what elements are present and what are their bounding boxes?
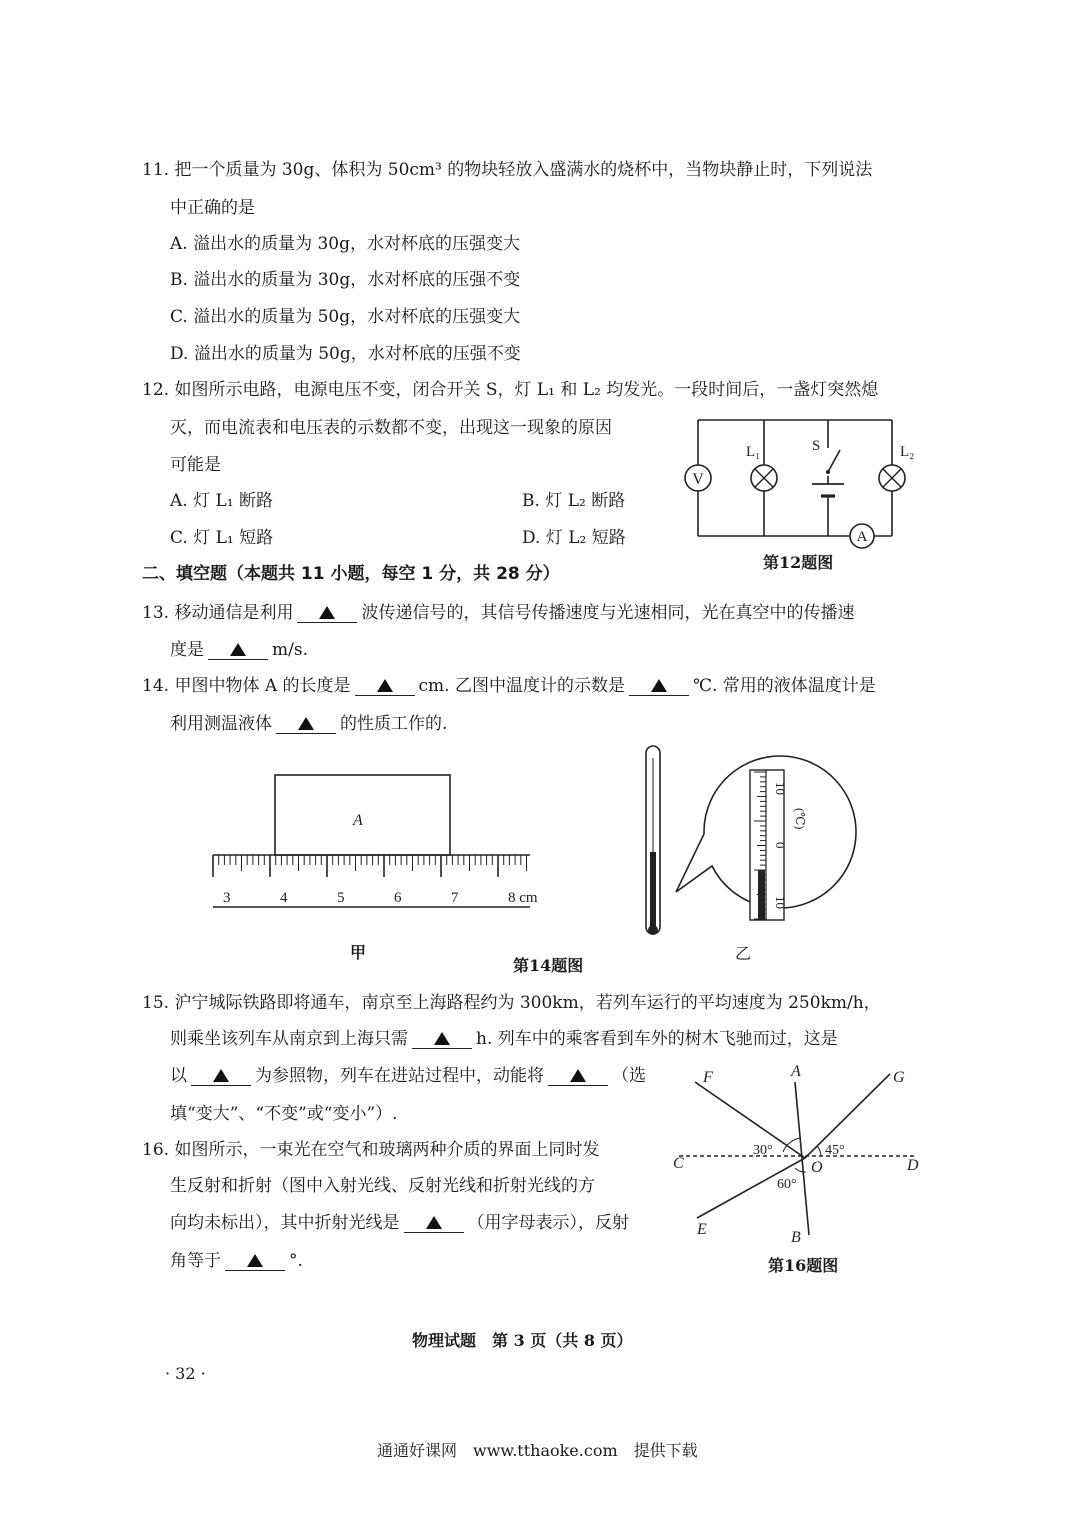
q16-text-5: 角等于 (170, 1251, 221, 1271)
lamp-l1-icon (751, 465, 777, 491)
optics-diagram (665, 1060, 930, 1250)
q13-blank-1[interactable] (297, 604, 357, 623)
angle-label-45: 45° (825, 1143, 845, 1158)
q15-line2 (170, 1027, 838, 1051)
q16-line2: 生反射和折射（图中入射光线、反射光线和折射光线的方 (170, 1176, 595, 1196)
q16-blank-1[interactable] (404, 1214, 464, 1233)
lamp-l2-icon (879, 465, 905, 491)
label-g: G (893, 1069, 905, 1086)
q14-line1 (142, 674, 876, 698)
voltmeter-label: V (692, 471, 704, 488)
q14-text-1: 14. 甲图中物体 A 的长度是 (142, 676, 351, 696)
q11-stem-line2: 中正确的是 (170, 198, 255, 218)
q12-option-a: A. 灯 L₁ 断路 (170, 491, 273, 511)
q13-text-3: 度是 (170, 640, 204, 660)
q13-text-4: m/s. (272, 640, 308, 660)
q14-blank-1[interactable] (355, 677, 415, 696)
label-c: C (673, 1155, 684, 1172)
triangle-icon (434, 1032, 450, 1045)
angle-arc-60 (795, 1168, 806, 1172)
q16-text-6: °. (289, 1251, 303, 1271)
q15-text-2: 则乘坐该列车从南京到上海只需 (170, 1029, 408, 1049)
switch-icon (820, 448, 840, 476)
thermometer-diagram (630, 742, 860, 942)
page-footer-title: 物理试题 第 3 页（共 8 页） (412, 1331, 633, 1350)
ruler-label-4: 4 (280, 890, 288, 906)
source-watermark: 通通好课网 www.tthaoke.com 提供下载 (377, 1441, 698, 1460)
q16-line1: 16. 如图所示，一束光在空气和玻璃两种介质的界面上同时发 (142, 1140, 600, 1160)
switch-label: S (812, 438, 821, 454)
ruler-label-5: 5 (337, 890, 345, 906)
fig14-caption: 第14题图 (513, 956, 584, 975)
ruler-label-6: 6 (394, 890, 402, 906)
q12-stem-line1: 12. 如图所示电路，电源电压不变，闭合开关 S，灯 L₁ 和 L₂ 均发光。一段时间后，一盏灯突然熄 (142, 380, 879, 400)
q11-option-c: C. 溢出水的质量为 50g，水对杯底的压强变大 (170, 307, 521, 327)
angle-label-30: 30° (753, 1143, 773, 1158)
lamp-l1-label: L₁ (746, 444, 761, 460)
triangle-icon (298, 717, 314, 730)
ammeter-icon (850, 524, 874, 548)
q13-line1 (142, 601, 854, 625)
q12-option-c: C. 灯 L₁ 短路 (170, 528, 274, 548)
q13-line2 (170, 638, 308, 662)
voltmeter-icon (685, 465, 711, 491)
battery-icon (812, 484, 844, 496)
q15-line1: 15. 沪宁城际铁路即将通车，南京至上海路程约为 300km，若列车运行的平均速度为 250km/h， (142, 993, 881, 1013)
q16-line3 (170, 1211, 629, 1235)
q12-stem-line3: 可能是 (170, 455, 221, 475)
triangle-icon (247, 1254, 263, 1267)
lamp-l2-label: L₂ (900, 444, 915, 460)
q15-line4: 填“变大”、“不变”或“变小”）. (170, 1104, 398, 1124)
q12-option-b: B. 灯 L₂ 断路 (522, 491, 626, 511)
q14-line2 (170, 712, 447, 736)
q15-text-3: h. 列车中的乘客看到车外的树木飞驰而过，这是 (476, 1029, 838, 1049)
q15-line3 (170, 1064, 646, 1088)
ruler-label-3: 3 (223, 890, 231, 906)
q11-option-d: D. 溢出水的质量为 50g，水对杯底的压强不变 (170, 344, 521, 364)
label-b: B (791, 1229, 801, 1246)
label-e: E (697, 1221, 707, 1238)
q14-text-4: 利用测温液体 (170, 714, 272, 734)
q11-option-a: A. 溢出水的质量为 30g，水对杯底的压强变大 (170, 234, 521, 254)
triangle-icon (213, 1069, 229, 1082)
thermo-unit: (℃) (793, 808, 807, 830)
triangle-icon (570, 1069, 586, 1082)
triangle-icon (426, 1216, 442, 1229)
ruler-label-7: 7 (451, 890, 459, 906)
fig16-caption: 第16题图 (768, 1256, 839, 1275)
label-d: D (907, 1157, 919, 1174)
page-number: · 32 · (165, 1364, 206, 1383)
label-f: F (703, 1069, 713, 1086)
q13-blank-2[interactable] (208, 641, 268, 660)
q15-text-5: 为参照物，列车在进站过程中，动能将 (255, 1066, 544, 1086)
q12-stem-line2: 灭，而电流表和电压表的示数都不变，出现这一现象的原因 (170, 418, 612, 438)
normal-line-ab (795, 1082, 809, 1235)
section-2-heading: 二、填空题（本题共 11 小题，每空 1 分，共 28 分） (142, 564, 560, 584)
q11-stem-line1: 11. 把一个质量为 30g、体积为 50cm³ 的物块轻放入盛满水的烧杯中，当物块静止时，下列说法 (142, 160, 873, 180)
triangle-icon (319, 606, 335, 619)
angle-label-60: 60° (777, 1177, 797, 1192)
q14-blank-2[interactable] (629, 677, 689, 696)
q12-option-d: D. 灯 L₂ 短路 (522, 528, 626, 548)
circuit-diagram (680, 410, 920, 570)
q16-text-3: 向均未标出），其中折射光线是 (170, 1213, 400, 1233)
q11-option-b: B. 溢出水的质量为 30g，水对杯底的压强不变 (170, 270, 521, 290)
q13-text-2: 波传递信号的，其信号传播速度与光速相同，光在真空中的传播速 (361, 603, 855, 623)
ruler-label-8: 8 cm (508, 890, 538, 906)
label-o: O (811, 1159, 823, 1176)
ammeter-label: A (856, 529, 868, 545)
triangle-icon (651, 679, 667, 692)
ray-go (805, 1074, 890, 1158)
q16-blank-2[interactable] (225, 1252, 285, 1271)
object-a-label: A (353, 812, 363, 829)
angle-arc-45 (817, 1146, 821, 1156)
thermo-label-bottom: 10 (773, 896, 788, 909)
ray-fo (695, 1082, 805, 1158)
q14-blank-3[interactable] (276, 715, 336, 734)
q14-text-3: ℃. 常用的液体温度计是 (692, 676, 876, 696)
q16-text-4: （用字母表示），反射 (467, 1213, 629, 1233)
triangle-icon (230, 643, 246, 656)
fig14-label-jia: 甲 (350, 943, 367, 962)
q15-blank-1[interactable] (412, 1030, 472, 1049)
q13-text-1: 13. 移动通信是利用 (142, 603, 294, 623)
triangle-icon (377, 679, 393, 692)
q14-text-5: 的性质工作的. (340, 714, 448, 734)
thermo-label-top: 10 (773, 782, 788, 795)
q16-line4 (170, 1249, 303, 1273)
ruler-ticks (213, 855, 527, 877)
q15-text-6: （选 (612, 1066, 646, 1086)
fig14-label-yi: 乙 (735, 944, 752, 963)
q15-text-4: 以 (170, 1066, 187, 1086)
q15-blank-2[interactable] (191, 1067, 251, 1086)
q15-blank-3[interactable] (548, 1067, 608, 1086)
thermo-label-zero: 0 (773, 842, 788, 849)
q14-text-2: cm. 乙图中温度计的示数是 (418, 676, 625, 696)
label-a: A (791, 1063, 801, 1080)
fig12-caption: 第12题图 (763, 553, 834, 572)
ruler-diagram (205, 755, 540, 920)
